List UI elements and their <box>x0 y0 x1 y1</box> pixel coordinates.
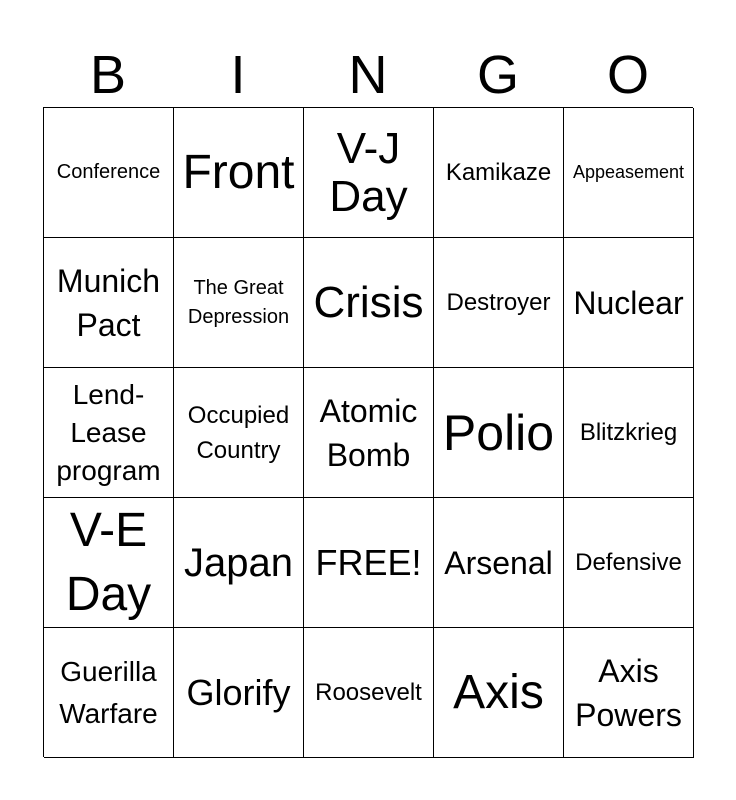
cell-text: Appeasement <box>572 162 685 182</box>
cell-text: Defensive <box>575 549 682 576</box>
bingo-cell[interactable] <box>434 108 564 238</box>
cell-text: V-E Day <box>65 503 152 621</box>
header-letter-i: I <box>230 45 246 105</box>
bingo-board <box>43 107 693 757</box>
bingo-cell[interactable] <box>44 238 174 368</box>
cell-text: FREE! <box>315 541 422 583</box>
cell-text: Axis <box>453 665 544 719</box>
cell-text: Occupied Country <box>187 401 290 464</box>
cell-text: Atomic Bomb <box>319 392 418 473</box>
bingo-cell[interactable] <box>304 108 434 238</box>
bingo-cell[interactable] <box>304 238 434 368</box>
bingo-cell[interactable] <box>304 368 434 498</box>
cell-text: Front <box>182 145 295 199</box>
cell-text: Kamikaze <box>445 159 552 186</box>
header-letter-b: B <box>89 45 127 105</box>
cell-text: Polio <box>442 404 555 461</box>
bingo-cell[interactable] <box>174 498 304 628</box>
cell-text: Blitzkrieg <box>579 419 678 446</box>
bingo-cell[interactable] <box>434 238 564 368</box>
bingo-cell[interactable] <box>564 628 694 758</box>
cell-text: Japan <box>184 540 293 585</box>
cell-text: Axis Powers <box>575 652 682 733</box>
bingo-cell[interactable] <box>304 498 434 628</box>
header-letter-n: N <box>348 45 388 105</box>
bingo-cell[interactable] <box>44 108 174 238</box>
bingo-cell[interactable] <box>44 368 174 498</box>
bingo-cell[interactable] <box>174 628 304 758</box>
cell-text: Munich Pact <box>56 262 161 343</box>
bingo-cell[interactable] <box>174 238 304 368</box>
bingo-cell[interactable] <box>174 368 304 498</box>
bingo-cell[interactable] <box>564 368 694 498</box>
bingo-cell[interactable] <box>434 498 564 628</box>
cell-text: Crisis <box>313 277 424 327</box>
bingo-cell[interactable] <box>44 628 174 758</box>
bingo-cell[interactable] <box>304 628 434 758</box>
bingo-cell[interactable] <box>434 368 564 498</box>
bingo-cell[interactable] <box>434 628 564 758</box>
cell-text: Lend-Lease program <box>56 378 161 486</box>
header-letter-g: G <box>476 45 519 105</box>
bingo-cell[interactable] <box>174 108 304 238</box>
cell-text: Guerilla Warfare <box>59 655 158 729</box>
cell-text: Roosevelt <box>315 679 422 706</box>
cell-text: Conference <box>56 161 161 183</box>
bingo-cell[interactable] <box>564 108 694 238</box>
bingo-header <box>43 44 693 106</box>
cell-text: The Great Depression <box>187 276 290 328</box>
cell-text: V-J Day <box>329 123 408 221</box>
cell-text: Glorify <box>186 671 291 713</box>
cell-text: Arsenal <box>444 544 553 581</box>
bingo-cell[interactable] <box>564 498 694 628</box>
header-letter-o: O <box>606 45 649 105</box>
cell-text: Nuclear <box>573 284 684 321</box>
cell-text: Destroyer <box>446 289 551 316</box>
bingo-cell[interactable] <box>564 238 694 368</box>
bingo-cell[interactable] <box>44 498 174 628</box>
